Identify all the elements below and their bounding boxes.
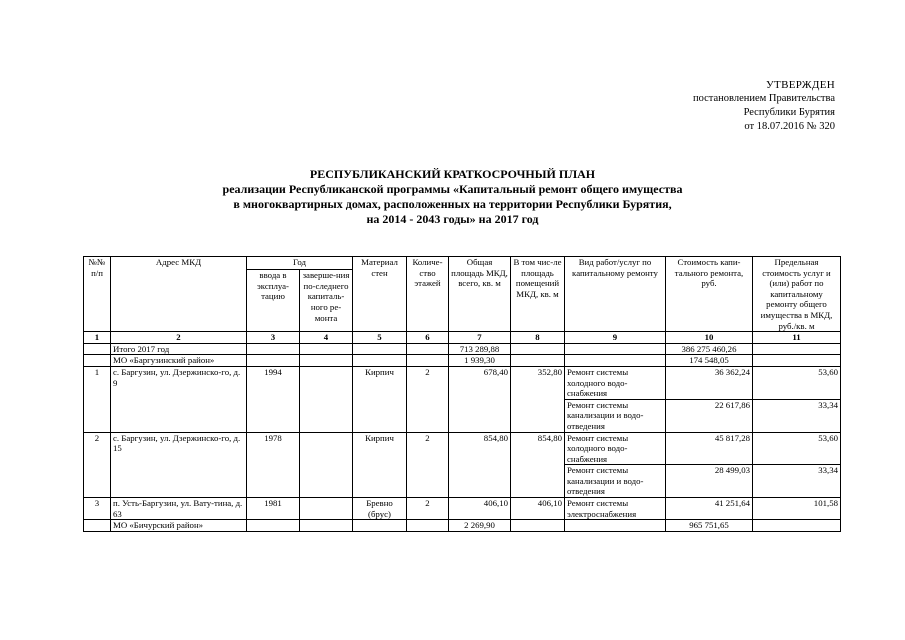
totals-row bbox=[84, 343, 841, 355]
work-limit: 53,60 bbox=[753, 432, 841, 465]
building-address: с. Баргузин, ул. Дзержинско-го, д. 9 bbox=[111, 366, 247, 432]
building-area: 678,40 bbox=[449, 366, 511, 432]
building-year: 1981 bbox=[247, 498, 300, 520]
document-title bbox=[0, 167, 905, 227]
building-renovated bbox=[300, 498, 353, 520]
header-year-renovated: заверше-ния по-следнего капиталь-ного ре-монта bbox=[300, 270, 353, 332]
column-number: 6 bbox=[407, 332, 449, 344]
building-premises: 352,80 bbox=[511, 366, 565, 432]
totals-label: Итого 2017 год bbox=[111, 343, 247, 355]
building-material: Кирпич bbox=[353, 432, 407, 498]
column-number: 10 bbox=[666, 332, 753, 344]
approval-date: от 18.07.2016 № 320 bbox=[744, 121, 835, 132]
work-limit: 33,34 bbox=[753, 465, 841, 498]
header-floors: Количе-ство этажей bbox=[407, 257, 449, 332]
header-work-type: Вид работ/услуг по капитальному ремонту bbox=[565, 257, 666, 332]
building-material: Кирпич bbox=[353, 366, 407, 432]
plan-table bbox=[83, 256, 841, 532]
building-num: 1 bbox=[84, 366, 111, 432]
totals-cost: 386 275 460,26 bbox=[666, 343, 753, 355]
column-number: 3 bbox=[247, 332, 300, 344]
header-address: Адрес МКД bbox=[111, 257, 247, 332]
column-number: 2 bbox=[111, 332, 247, 344]
header-total-area: Общая площадь МКД, всего, кв. м bbox=[449, 257, 511, 332]
building-material: Бревно (брус) bbox=[353, 498, 407, 520]
work-type: Ремонт системы канализации и водо-отведения bbox=[565, 465, 666, 498]
building-premises: 406,10 bbox=[511, 498, 565, 520]
district-cost: 965 751,65 bbox=[666, 520, 753, 532]
building-premises: 854,80 bbox=[511, 432, 565, 498]
table-header-row bbox=[84, 257, 841, 270]
column-number: 7 bbox=[449, 332, 511, 344]
column-numbers-row bbox=[84, 332, 841, 344]
work-type: Ремонт системы холодного водо-снабжения bbox=[565, 432, 666, 465]
building-num: 3 bbox=[84, 498, 111, 520]
work-cost: 22 617,86 bbox=[666, 399, 753, 432]
header-year-commissioned: ввода в эксплуа-тацию bbox=[247, 270, 300, 332]
building-renovated bbox=[300, 432, 353, 498]
building-year: 1994 bbox=[247, 366, 300, 432]
work-cost: 41 251,64 bbox=[666, 498, 753, 520]
header-limit-cost: Предельная стоимость услуг и (или) работ по капитальному ремонту общего имущества в МКД, руб./кв. м bbox=[753, 257, 841, 332]
work-cost: 36 362,24 bbox=[666, 366, 753, 399]
column-number: 1 bbox=[84, 332, 111, 344]
work-type: Ремонт системы электроснабжения bbox=[565, 498, 666, 520]
totals-area: 713 289,88 bbox=[449, 343, 511, 355]
work-limit: 101,58 bbox=[753, 498, 841, 520]
title-line: на 2014 - 2043 годы» на 2017 год bbox=[366, 212, 539, 226]
header-year: Год bbox=[247, 257, 353, 270]
district-row bbox=[84, 355, 841, 367]
building-floors: 2 bbox=[407, 366, 449, 432]
building-renovated bbox=[300, 366, 353, 432]
district-row bbox=[84, 520, 841, 532]
approval-heading: УТВЕРЖДЕН bbox=[765, 79, 835, 91]
header-premises-area: В том чис-ле площадь помещений МКД, кв. м bbox=[511, 257, 565, 332]
building-address: п. Усть-Баргузин, ул. Вату-тина, д. 63 bbox=[111, 498, 247, 520]
work-limit: 33,34 bbox=[753, 399, 841, 432]
header-num: №№ п/п bbox=[84, 257, 111, 332]
table-row bbox=[84, 366, 841, 399]
building-area: 406,10 bbox=[449, 498, 511, 520]
header-cost: Стоимость капи-тального ремонта, руб. bbox=[666, 257, 753, 332]
building-num: 2 bbox=[84, 432, 111, 498]
column-number: 11 bbox=[753, 332, 841, 344]
building-area: 854,80 bbox=[449, 432, 511, 498]
district-label: МО «Бичурский район» bbox=[111, 520, 247, 532]
column-number: 5 bbox=[353, 332, 407, 344]
column-number: 9 bbox=[565, 332, 666, 344]
work-type: Ремонт системы канализации и водо-отведения bbox=[565, 399, 666, 432]
building-floors: 2 bbox=[407, 432, 449, 498]
work-cost: 28 499,03 bbox=[666, 465, 753, 498]
title-line: в многоквартирных домах, расположенных на территории Республики Бурятия, bbox=[233, 197, 672, 211]
building-year: 1978 bbox=[247, 432, 300, 498]
table-row bbox=[84, 432, 841, 465]
approval-line: Республики Бурятия bbox=[743, 107, 835, 118]
district-cost: 174 548,05 bbox=[666, 355, 753, 367]
table-row bbox=[84, 498, 841, 520]
building-floors: 2 bbox=[407, 498, 449, 520]
work-type: Ремонт системы холодного водо-снабжения bbox=[565, 366, 666, 399]
title-line: РЕСПУБЛИКАНСКИЙ КРАТКОСРОЧНЫЙ ПЛАН bbox=[309, 167, 596, 181]
work-cost: 45 817,28 bbox=[666, 432, 753, 465]
title-line: реализации Республиканской программы «Капитальный ремонт общего имущества bbox=[222, 182, 683, 196]
district-label: МО «Баргузинский район» bbox=[111, 355, 247, 367]
work-limit: 53,60 bbox=[753, 366, 841, 399]
approval-stamp bbox=[693, 78, 835, 134]
header-material: Материал стен bbox=[353, 257, 407, 332]
building-address: с. Баргузин, ул. Дзержинско-го, д. 15 bbox=[111, 432, 247, 498]
district-area: 1 939,30 bbox=[449, 355, 511, 367]
column-number: 8 bbox=[511, 332, 565, 344]
district-area: 2 269,90 bbox=[449, 520, 511, 532]
column-number: 4 bbox=[300, 332, 353, 344]
approval-line: постановлением Правительства bbox=[692, 93, 835, 104]
